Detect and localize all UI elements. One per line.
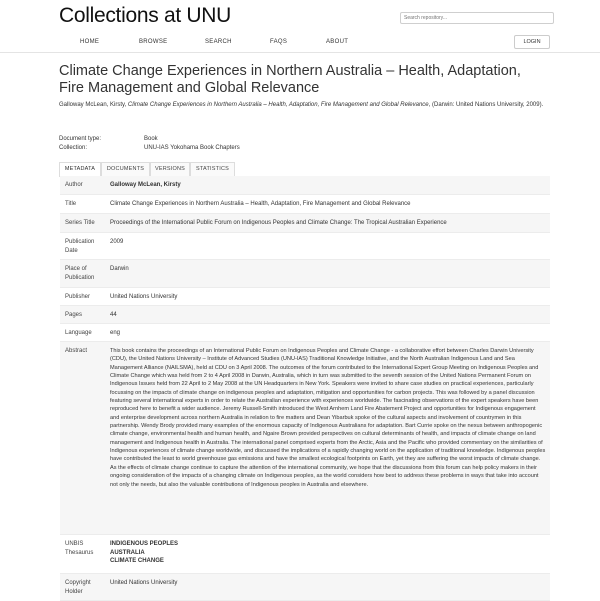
collection-value[interactable]: UNU-IAS Yokohama Book Chapters [144, 144, 240, 151]
author-label: Author [65, 182, 83, 188]
tab-statistics[interactable]: STATISTICS [190, 162, 235, 176]
language-value: eng [110, 330, 121, 336]
author-value[interactable]: Galloway McLean, Kirsty [110, 182, 181, 188]
nav-about[interactable]: ABOUT [326, 39, 349, 45]
item-tabs [59, 162, 549, 177]
title-value: Climate Change Experiences in Northern Australia – Health, Adaptation, Fire Management and Global Relevance [110, 201, 411, 207]
series-label: Series Title [65, 220, 95, 226]
page-title: Climate Change Experiences in Northern Australia – Health, Adaptation, Fire Management and Global Relevance [59, 63, 521, 96]
row-language [60, 324, 550, 342]
thesaurus-values [110, 540, 546, 566]
publisher-label: Publisher [65, 294, 91, 300]
collection-label: Collection: [59, 144, 88, 151]
document-type-value: Book [144, 136, 158, 142]
abstract-value: This book contains the proceedings of an International Public Forum on Indigenous Peoples and Climate Change - a collaborative effort between Charles Darwin University (CDU), the United Nations University – Institute of Advanced Studies (UNU-IAS) Traditional Knowledge Initiative, and the North Australian Indigenous Land and Sea Management Alliance (NAILSMA), held at CDU on 3 April 2008. The outcomes of the forum contributed to the International Expert Group Meeting on Indigenous Peoples and Climate Change which was held from 2 to 4 April 2008 in Darwin, Australia, which in turn was submitted to the seventh session of the United Nations Permanent Forum on Indigenous Issues held from 22 April to 2 May 2008 at the UN Headquarters in New York. Speakers were invited to share case studies on practical experiences, particularly focussing on the impacts of climate change on indigenous peoples and adaptation, mitigation and opportunities for carbon projects. This was followed by a panel discussion featuring several international experts in order to relate the Australian experience with experiences worldwide. The fascinating observations of the expert speakers have been reproduced here to benefit a wider audience. Jeremy Russell-Smith introduced the West Arnhem Land Fire Abatement Project and opportunities for Indigenous engagement and enterprise development across northern Australia in relation to fire matters and Dean Yibarbuk spoke of the cultural aspects and involvement of countrymen in this partnership. Wendy Brody provided many examples of the enormous capacity of Indigenous Australians for adaptation. Bart Currie spoke on the nexus between anthropogenic climate change, environmental health and human health, and Ngaire Brown provided perspectives on cultural determinants of health, and impacts of climate change on land management and Indigenous health in Australia. The international panel comprised experts from the Arctic, Asia and the Pacific who provided commentary on the similarities of Indigenous experiences of climate change worldwide, and discussed the implications of a rapidly changing world on the application of traditional knowledge. Indigenous peoples have contributed the least to world greenhouse gas emissions and have the smallest ecological footprints on Earth, yet they are suffering the worst impacts of climate change. As the effects of climate change continue to capture the attention of the international community, we hope that the discussions from this forum can help policy makers in their ongoing consideration of the impacts of a changing climate on Indigenous peoples, as the world considers how best to address these problems in ways that take into account not only the needs, but also the valuable contributions of Indigenous peoples in Australia and elsewhere. [110, 348, 546, 488]
nav-faqs[interactable]: FAQS [270, 39, 288, 45]
language-label: Language [65, 330, 92, 336]
thesaurus-term[interactable]: AUSTRALIA [110, 549, 145, 556]
series-value: Proceedings of the International Public Forum on Indigenous Peoples and Climate Change: The Tropical Australian Experience [110, 220, 447, 226]
row-pages [60, 306, 550, 324]
row-author [60, 176, 550, 195]
site-title[interactable]: Collections at UNU [59, 4, 231, 27]
pages-value: 44 [110, 312, 117, 318]
pages-label: Pages [65, 312, 83, 318]
row-publisher [60, 288, 550, 306]
citation-title: Climate Change Experiences in Northern Australia – Health, Adaptation, Fire Management and Global Relevance [127, 102, 429, 108]
document-type-label: Document type: [59, 136, 102, 142]
title-label: Title [65, 201, 77, 207]
nav-home[interactable]: HOME [80, 39, 100, 45]
thesaurus-term[interactable]: INDIGENOUS PEOPLES [110, 541, 179, 547]
copyright-label: Copyright Holder [65, 580, 91, 595]
tab-versions[interactable]: VERSIONS [150, 162, 190, 176]
tab-documents[interactable]: DOCUMENTS [101, 162, 150, 176]
row-abstract [60, 342, 550, 535]
nav-search[interactable]: SEARCH [205, 39, 232, 45]
row-publication-date [60, 233, 550, 260]
citation [59, 101, 549, 110]
citation-rest: , (Darwin: United Nations University, 2009). [428, 102, 544, 108]
abstract-label: Abstract [65, 348, 88, 354]
search-input[interactable] [400, 12, 554, 24]
publisher-value: United Nations University [110, 294, 178, 300]
login-button[interactable]: LOGIN [514, 35, 550, 49]
publication-date-value: 2009 [110, 239, 124, 245]
place-value: Darwin [110, 266, 129, 272]
publication-date-label: Publication Date [65, 239, 95, 254]
row-copyright [60, 574, 550, 601]
row-series [60, 214, 550, 233]
main-nav [59, 35, 549, 51]
thesaurus-term[interactable]: CLIMATE CHANGE [110, 558, 164, 564]
thesaurus-label: UNBIS Thesaurus [65, 541, 94, 556]
row-thesaurus [60, 535, 550, 574]
row-place [60, 260, 550, 288]
copyright-value: United Nations University [110, 580, 178, 586]
nav-browse[interactable]: BROWSE [139, 39, 168, 45]
tab-metadata[interactable]: METADATA [59, 162, 101, 177]
citation-author: Galloway McLean, Kirsty, [59, 102, 128, 108]
place-label: Place of Publication [65, 266, 95, 281]
row-title [60, 195, 550, 214]
